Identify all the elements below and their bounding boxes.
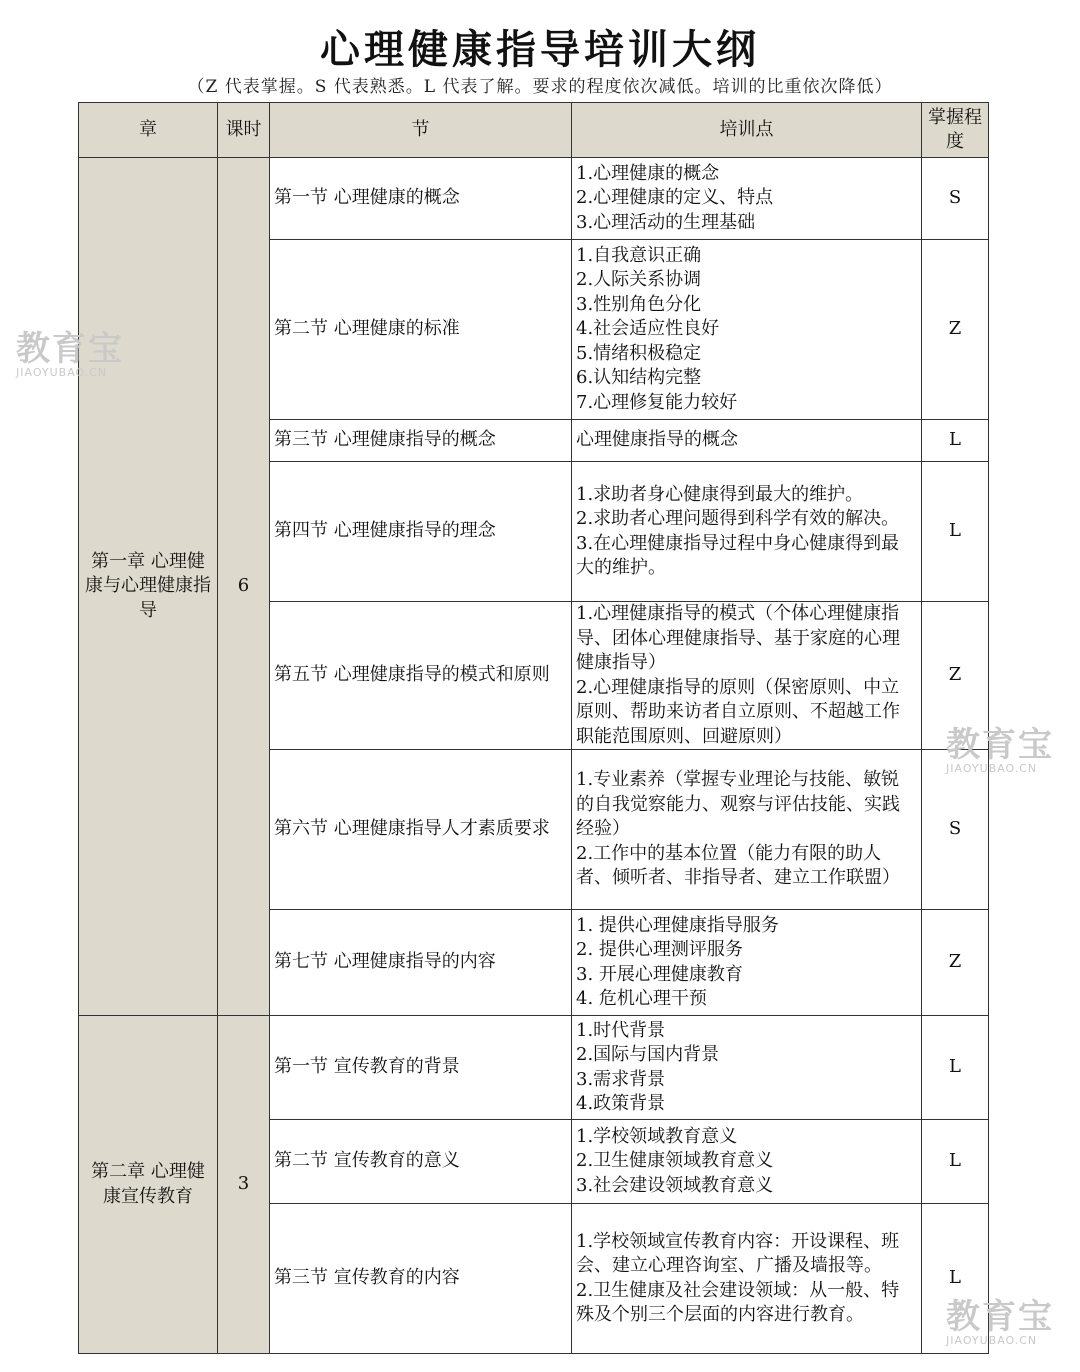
training-point: 3. 开展心理健康教育	[576, 963, 743, 985]
watermark-brand: 教育宝	[16, 329, 124, 369]
points-cell	[572, 240, 922, 420]
section-cell: 第二节 心理健康的标准	[270, 240, 572, 420]
table-row	[79, 158, 989, 240]
training-point: 7.心理修复能力较好	[576, 391, 738, 413]
training-point: 2.卫生健康及社会建设领域：从一般、特殊及个别三个层面的内容进行教育。	[576, 1279, 900, 1325]
watermark-domain: JIAOYUBAO.CN	[16, 366, 108, 379]
points-cell	[572, 910, 922, 1016]
training-point: 1. 提供心理健康指导服务	[576, 914, 779, 936]
section-cell: 第三节 宣传教育的内容	[270, 1204, 572, 1354]
level-cell: Z	[922, 910, 989, 1016]
page-title: 心理健康指导培训大纲	[320, 27, 760, 73]
training-point: 1.时代背景	[576, 1019, 666, 1041]
header-section: 节	[270, 103, 572, 158]
header-points: 培训点	[572, 103, 922, 158]
level-cell: L	[922, 1120, 989, 1204]
chapter-cell: 第二章 心理健康宣传教育	[79, 1016, 218, 1354]
level-cell: Z	[922, 240, 989, 420]
points-cell	[572, 1120, 922, 1204]
training-point: 2.工作中的基本位置（能力有限的助人者、倾听者、非指导者、建立工作联盟）	[576, 842, 900, 889]
training-point: 2.求助者心理问题得到科学有效的解决。	[576, 508, 900, 529]
training-point: 1.学校领域教育意义	[576, 1125, 738, 1147]
points-cell	[572, 602, 922, 750]
section-cell: 第三节 心理健康指导的概念	[270, 420, 572, 462]
watermark-brand: 教育宝	[946, 1297, 1054, 1337]
training-point: 1.自我意识正确	[576, 244, 702, 266]
points-cell	[572, 1204, 922, 1354]
training-point: 1.学校领域宣传教育内容：开设课程、班会、建立心理咨询室、广播及墙报等。	[576, 1230, 900, 1276]
training-point: 1.心理健康指导的模式（个体心理健康指导、团体心理健康指导、基于家庭的心理健康指导）	[576, 603, 900, 673]
section-cell: 第一节 心理健康的概念	[270, 158, 572, 240]
level-cell: L	[922, 1204, 989, 1354]
table-header-row	[79, 103, 989, 158]
section-cell: 第七节 心理健康指导的内容	[270, 910, 572, 1016]
section-cell: 第四节 心理健康指导的理念	[270, 462, 572, 602]
training-point: 2.卫生健康领域教育意义	[576, 1150, 774, 1172]
points-cell	[572, 1016, 922, 1120]
training-point: 4.政策背景	[576, 1093, 666, 1114]
syllabus-table	[78, 102, 989, 1354]
training-point: 3.社会建设领域教育意义	[576, 1174, 774, 1196]
training-point: 2.心理健康指导的原则（保密原则、中立原则、帮助来访者自立原则、不超越工作职能范围原则、回避原则）	[576, 676, 900, 747]
training-point: 3.需求背景	[576, 1068, 666, 1090]
training-point: 1.求助者身心健康得到最大的维护。	[576, 483, 864, 505]
training-point: 4.社会适应性良好	[576, 318, 720, 340]
chapter-cell: 第一章 心理健康与心理健康指导	[79, 158, 218, 1016]
page-subtitle: （Z 代表掌握。S 代表熟悉。L 代表了解。要求的程度依次减低。培训的比重依次降低）	[187, 77, 893, 97]
training-point: 2.心理健康的定义、特点	[576, 187, 774, 209]
training-point: 1.心理健康的概念	[576, 162, 720, 184]
training-point: 5.情绪积极稳定	[576, 342, 702, 364]
level-cell: L	[922, 462, 989, 602]
level-cell: L	[922, 420, 989, 462]
table-row	[79, 1016, 989, 1120]
training-point: 2. 提供心理测评服务	[576, 939, 743, 960]
training-point: 4. 危机心理干预	[576, 988, 707, 1009]
points-cell	[572, 158, 922, 240]
training-point: 3.性别角色分化	[576, 293, 702, 315]
training-point: 2.国际与国内背景	[576, 1044, 720, 1065]
points-cell	[572, 750, 922, 910]
section-cell: 第一节 宣传教育的背景	[270, 1016, 572, 1120]
hours-cell: 6	[218, 158, 270, 1016]
training-point: 6.认知结构完整	[576, 367, 702, 389]
level-cell: L	[922, 1016, 989, 1120]
watermark-brand: 教育宝	[946, 725, 1054, 765]
training-point: 2.人际关系协调	[576, 269, 702, 291]
level-cell: Z	[922, 602, 989, 750]
level-cell: S	[922, 158, 989, 240]
header-chapter: 章	[79, 103, 218, 158]
training-point: 心理健康指导的概念	[576, 429, 738, 451]
level-cell: S	[922, 750, 989, 910]
section-cell: 第二节 宣传教育的意义	[270, 1120, 572, 1204]
points-cell	[572, 462, 922, 602]
watermark-domain: JIAOYUBAO.CN	[946, 1334, 1038, 1347]
header-level: 掌握程度	[922, 103, 989, 158]
header-hours: 课时	[218, 103, 270, 158]
hours-cell: 3	[218, 1016, 270, 1354]
points-cell	[572, 420, 922, 462]
section-cell: 第六节 心理健康指导人才素质要求	[270, 750, 572, 910]
section-cell: 第五节 心理健康指导的模式和原则	[270, 602, 572, 750]
training-point: 3.在心理健康指导过程中身心健康得到最大的维护。	[576, 532, 900, 578]
watermark-domain: JIAOYUBAO.CN	[946, 762, 1038, 775]
training-point: 3.心理活动的生理基础	[576, 211, 756, 233]
training-point: 1.专业素养（掌握专业理论与技能、敏锐的自我觉察能力、观察与评估技能、实践经验）	[576, 769, 900, 840]
